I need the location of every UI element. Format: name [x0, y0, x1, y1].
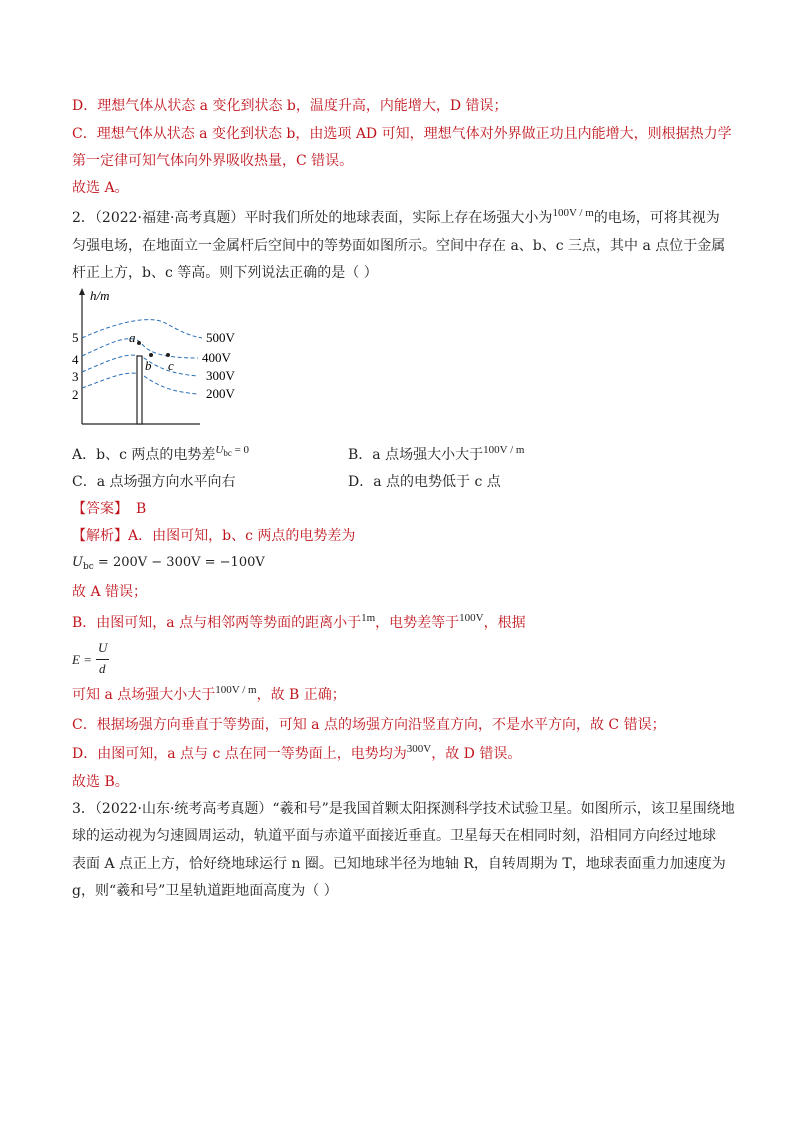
q2-choose: 故选 B。 [72, 774, 129, 790]
curve-label-300v: 300V [206, 368, 235, 383]
q2-stem-2: 匀强电场，在地面立一金属杆后空间中的等势面如图所示。空间中存在 a、b、c 三点，其中 a 点位于金属 [72, 238, 726, 254]
q3-stem-4: g，则“羲和号”卫星轨道距地面高度为（ ） [72, 883, 338, 899]
option-a-text: A．b、c 两点的电势差 [72, 447, 216, 463]
formula-e: E = [72, 652, 92, 667]
analysis-d-text-a: D．由图可知，a 点与 c 点在同一等势面上，电势均为 [72, 746, 407, 762]
answer-label: 【答案】 [72, 501, 128, 517]
analysis-b-1-text-b: ，电势差等于 [375, 615, 460, 631]
curve-label-500v: 500V [206, 330, 235, 345]
y-axis-arrow [79, 288, 85, 295]
analysis-a [72, 526, 355, 546]
equipotential-500v [82, 320, 202, 338]
option-a-subscript: bc [223, 448, 232, 458]
q2-stem-3: 杆正上方，b、c 等高。则下列说法正确的是（ ） [72, 265, 378, 281]
y-axis-label: h/m [90, 288, 110, 303]
analysis-formula-ubc [72, 553, 265, 574]
formula-denominator: d [99, 661, 106, 676]
curve-label-200v: 200V [206, 386, 235, 401]
analysis-b-1-text-a: B．由图可知，a 点与相邻两等势面的距离小于 [72, 615, 362, 631]
formula-u-sub: bc [82, 562, 94, 572]
q3-stem-2: 球的运动视为匀速圆周运动，轨道平面与赤道平面接近垂直。卫星每天在相同时刻，沿相同方向经过地球 [72, 828, 716, 844]
q2-stem-1-text-b: 的电场，可将其视为 [593, 210, 720, 226]
analysis-a-conclusion: 故 A 错误； [72, 584, 148, 600]
analysis-b-1m: 1m [361, 612, 376, 624]
option-a-eq: = 0 [231, 444, 250, 456]
formula-e-equals-u-over-d [72, 640, 132, 680]
analysis-c: C．根据场强方向垂直于等势面，可知 a 点的场强方向沿竖直方向，不是水平方向，故 C 错误； [72, 717, 666, 733]
curve-label-400v: 400V [202, 350, 231, 365]
formula-numerator: U [98, 640, 108, 655]
q1-analysis-c-2: 第一定律可知气体向外界吸收热量，C 错误。 [72, 153, 354, 169]
q1-choose: 故选 A。 [72, 180, 129, 196]
analysis-b-2 [72, 685, 346, 706]
analysis-b-1-text-c: ，根据 [483, 615, 526, 631]
analysis-d [72, 744, 521, 765]
analysis-d-value: 300V [406, 743, 432, 755]
point-c-label: c [168, 358, 174, 373]
metal-rod [137, 356, 142, 424]
option-b-formula: 100V / m [483, 444, 525, 456]
q2-stem-1-text-a: 2．（2022·福建·高考真题）平时我们所处的地球表面，实际上存在场强大小为 [72, 210, 553, 226]
option-d: D．a 点的电势低于 c 点 [348, 474, 501, 490]
q3-stem-1: 3．（2022·山东·统考高考真题）“羲和号”是我国首颗太阳探测科学技术试验卫星。如图所示，该卫星围绕地 [72, 801, 735, 817]
answer-line [72, 499, 146, 519]
option-a [72, 445, 249, 466]
tick-2: 2 [72, 387, 79, 402]
analysis-b-100v: 100V [459, 612, 484, 624]
q3-stem-3: 表面 A 点正上方，恰好绕地球运行 n 圈。已知地球半径为地轴 R，自转周期为 T，地球表面重力加速度为 [72, 856, 726, 872]
analysis-a-text: A．由图可知，b、c 两点的电势差为 [128, 528, 356, 544]
q1-analysis-d: D．理想气体从状态 a 变化到状态 b，温度升高，内能增大，D 错误； [72, 98, 508, 114]
answer-value: B [136, 501, 147, 517]
analysis-b-1 [72, 613, 526, 634]
option-b [348, 445, 524, 466]
tick-5: 5 [72, 330, 79, 345]
point-b [149, 353, 153, 357]
tick-3: 3 [72, 369, 79, 384]
equipotential-diagram [72, 284, 272, 444]
analysis-b-2-text-b: ，故 B 正确； [256, 687, 346, 703]
fraction-bar [96, 659, 109, 660]
formula-u: U [72, 555, 83, 570]
analysis-b-2-value: 100V / m [215, 684, 257, 696]
analysis-b-2-text-a: 可知 a 点场强大小大于 [72, 687, 216, 703]
tick-4: 4 [72, 352, 79, 367]
q2-stem-field-value: 100V / m [552, 207, 594, 219]
analysis-d-text-b: ，故 D 错误。 [431, 746, 522, 762]
formula-u-rest: = 200V − 300V = −100V [93, 555, 265, 570]
point-b-label: b [145, 358, 152, 373]
option-c: C．a 点场强方向水平向右 [72, 474, 236, 490]
point-a [137, 341, 141, 345]
point-a-label: a [129, 330, 136, 345]
point-c [166, 353, 170, 357]
q2-stem-1 [72, 208, 720, 229]
q1-analysis-c-1: C．理想气体从状态 a 变化到状态 b，由选项 AD 可知，理想气体对外界做正功且内能增大，则根据热力学 [72, 126, 732, 142]
option-b-text: B．a 点场强大小大于 [348, 447, 484, 463]
option-a-formula: U [215, 444, 224, 456]
analysis-label: 【解析】 [72, 528, 128, 544]
